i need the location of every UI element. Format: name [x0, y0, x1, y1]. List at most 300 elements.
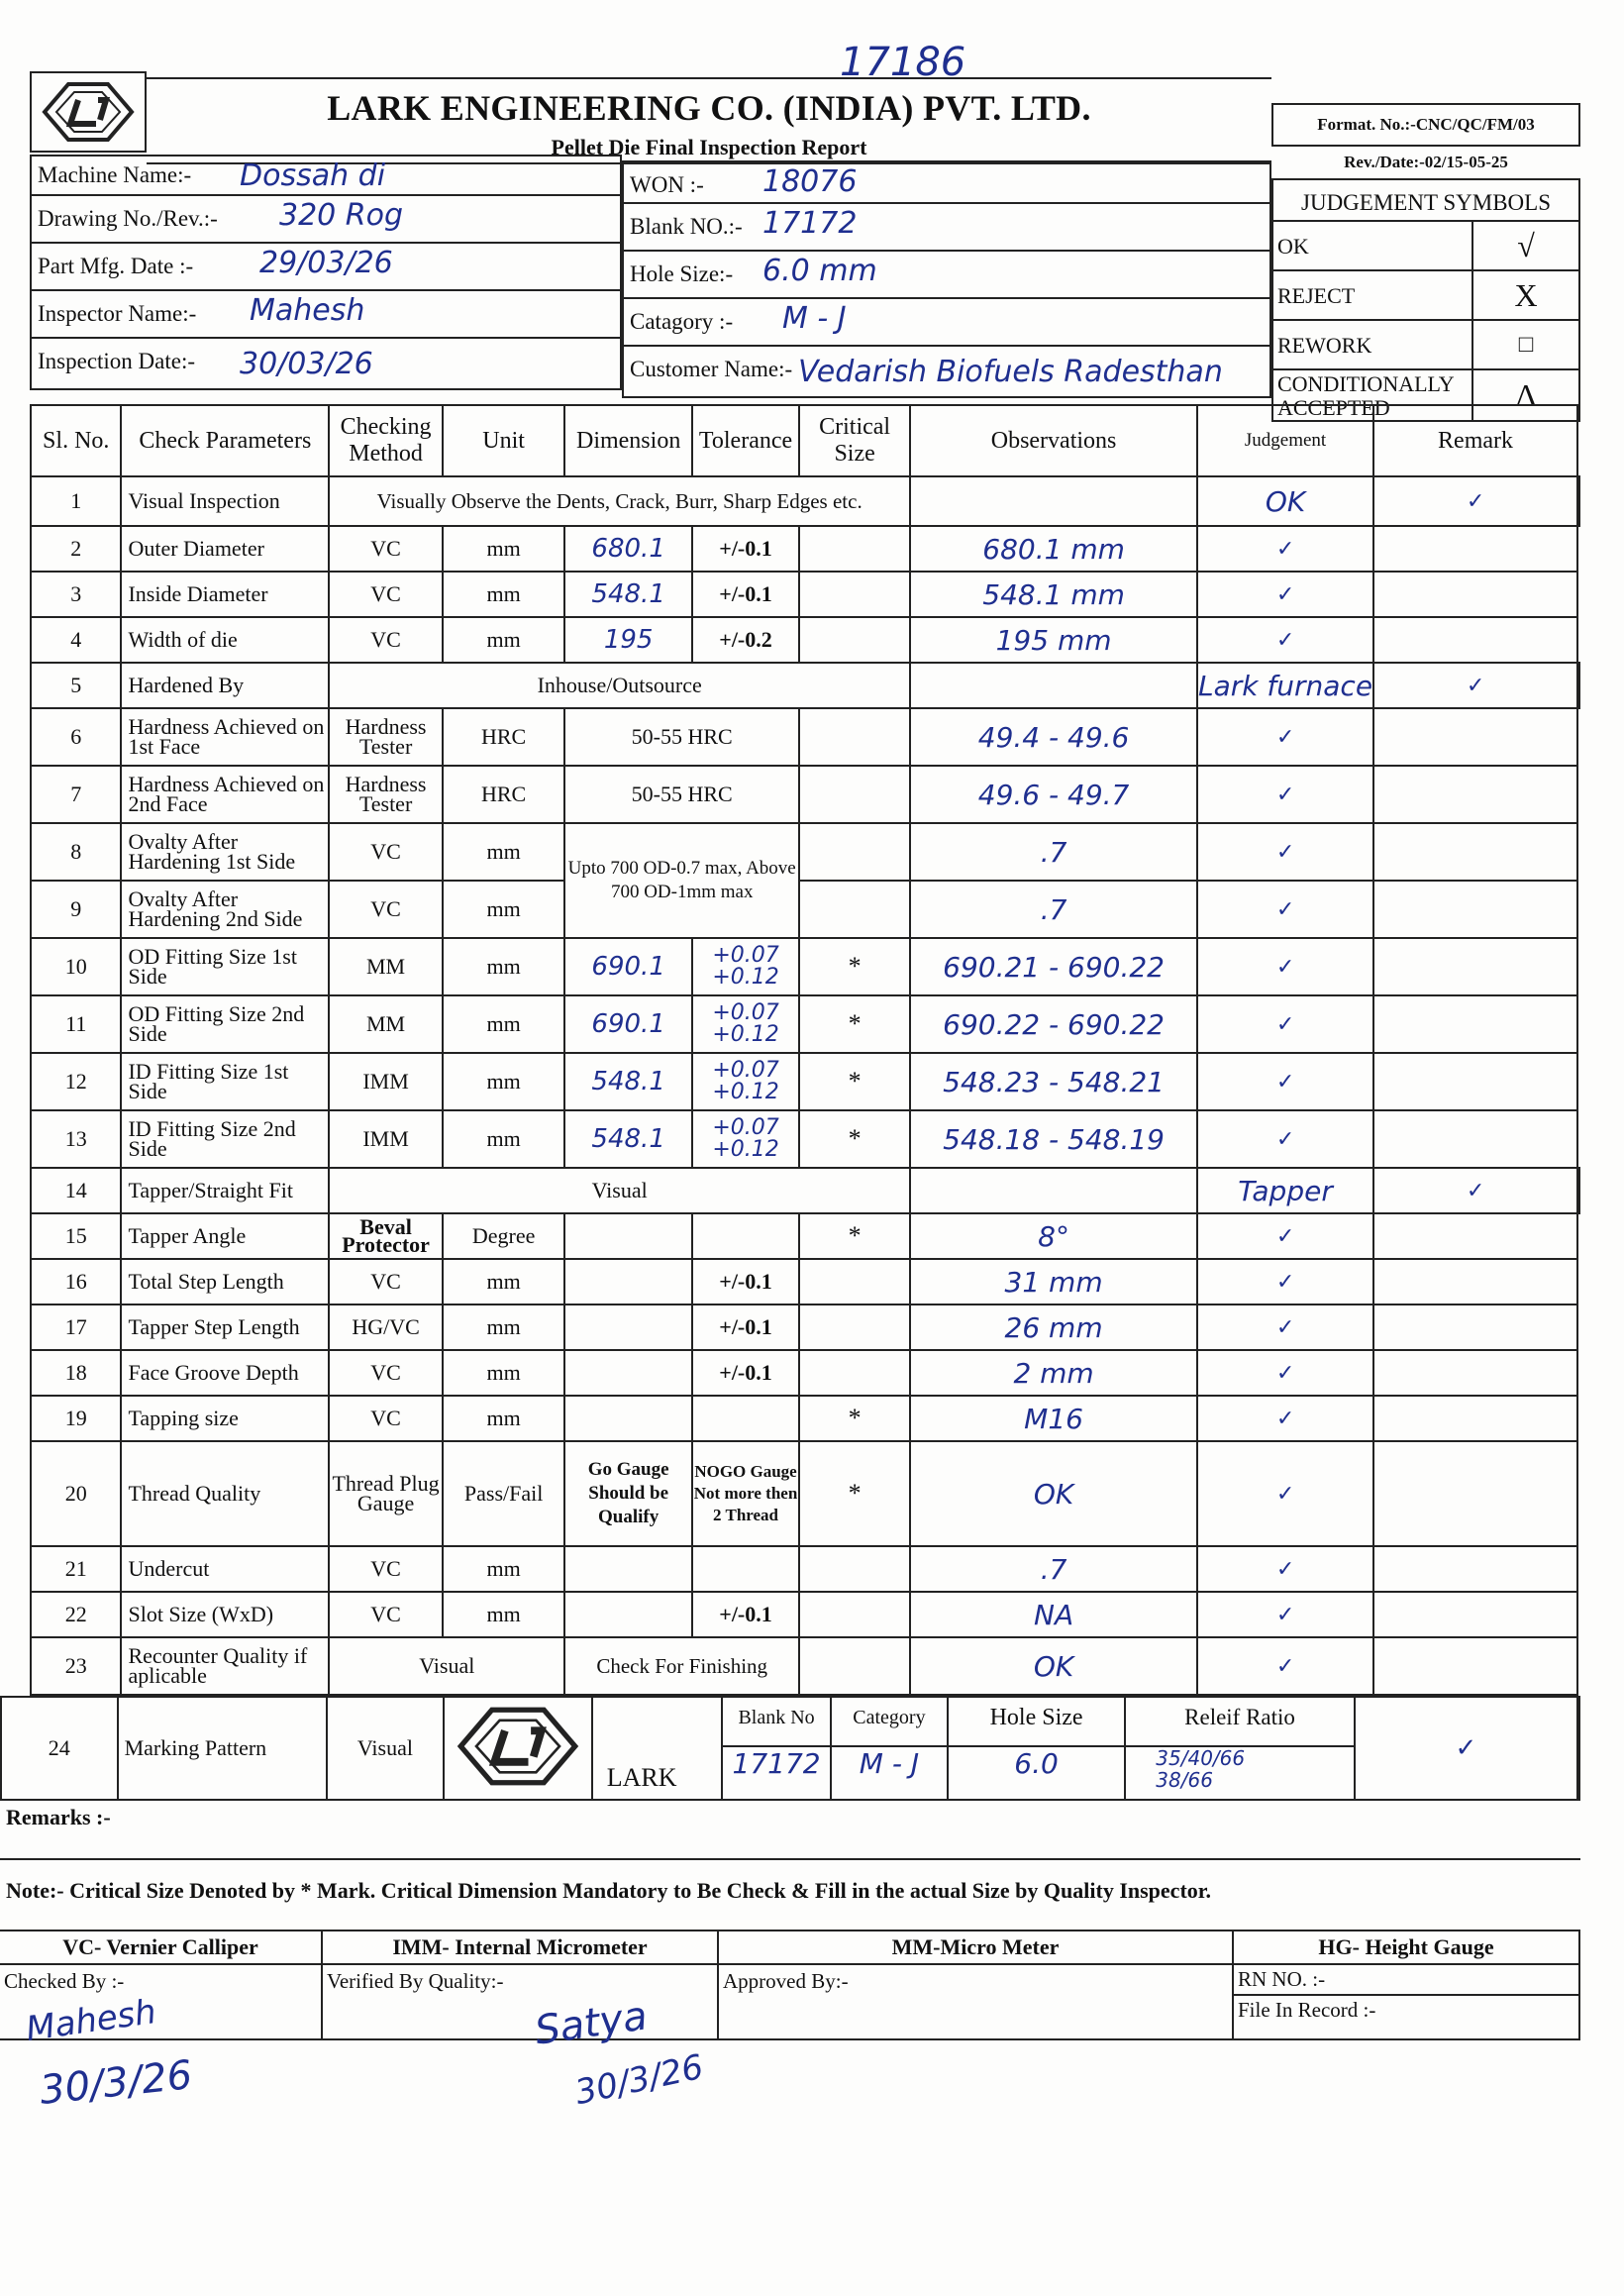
- row-checking-method: HG/VC: [329, 1305, 443, 1350]
- row-dimension: 680.1: [564, 526, 692, 572]
- row-tolerance: +/-0.1: [692, 572, 799, 617]
- row-observation: 548.1 mm: [910, 572, 1197, 617]
- col-judgement: Judgement: [1197, 405, 1373, 476]
- report-title: Pellet Die Final Inspection Report: [551, 135, 867, 159]
- row-observation: 26 mm: [910, 1305, 1197, 1350]
- table-row: [31, 938, 1579, 995]
- row-check-parameter: OD Fitting Size 2nd Side: [121, 995, 329, 1053]
- row-check-parameter: Total Step Length: [121, 1259, 329, 1305]
- row-remark: [1373, 1053, 1577, 1110]
- row-check-parameter: Ovalty After Hardening 1st Side: [121, 823, 329, 881]
- category-field: Catagory :- M - J: [622, 299, 1271, 347]
- row-sl-no: 14: [31, 1168, 121, 1213]
- judgement-rework: REWORK □: [1271, 321, 1580, 370]
- row-critical-size: [799, 526, 910, 572]
- part-mfg-date-field: Part Mfg. Date :- 29/03/26: [30, 244, 622, 291]
- row-observation: 8°: [910, 1213, 1197, 1259]
- row-tolerance: +0.07 +0.12: [692, 1110, 799, 1168]
- col-critical-size: Critical Size: [799, 405, 910, 476]
- table-header-row: [31, 405, 1579, 476]
- row-tolerance: NOGO Gauge Not more then 2 Thread: [692, 1441, 799, 1546]
- row-checking-method: IMM: [329, 1110, 443, 1168]
- approved-by-label: Approved By:-: [723, 1969, 849, 1993]
- row-observation: 690.21 - 690.22: [910, 938, 1197, 995]
- checked-by-date: 30/3/26: [38, 2052, 195, 2114]
- table-row: [31, 995, 1579, 1053]
- row-unit: mm: [443, 938, 564, 995]
- row-critical-size: *: [799, 1053, 910, 1110]
- row-dimension: [564, 1396, 692, 1441]
- marking-remark: [1577, 1697, 1579, 1800]
- marking-lark-text: LARK: [606, 1763, 677, 1792]
- header-mid-fields: [622, 160, 1271, 398]
- row-remark: [1373, 526, 1577, 572]
- row-judgement: ✓: [1197, 526, 1373, 572]
- row-checking-method: VC: [329, 1546, 443, 1592]
- col-checking-method: Checking Method: [329, 405, 443, 476]
- row-judgement: ✓: [1197, 823, 1373, 881]
- marking-blank-value: 17172: [732, 1747, 821, 1780]
- row-observation: OK: [910, 1637, 1197, 1695]
- row-critical-size: [799, 823, 910, 881]
- row-critical-size: [799, 1546, 910, 1592]
- row-dimension: [564, 1350, 692, 1396]
- row-unit: mm: [443, 1350, 564, 1396]
- col-dimension: Dimension: [564, 405, 692, 476]
- row-remark: [1373, 1592, 1577, 1637]
- table-row: [31, 572, 1579, 617]
- marking-sl: 24: [1, 1697, 118, 1800]
- row-unit: mm: [443, 1305, 564, 1350]
- row-check-parameter: Face Groove Depth: [121, 1350, 329, 1396]
- row-remark: [1373, 766, 1577, 823]
- machine-name-field: Machine Name:- Dossah di: [30, 155, 622, 196]
- row-dimension: 548.1: [564, 1110, 692, 1168]
- judgement-reject: REJECT X: [1271, 271, 1580, 321]
- row-tolerance: +/-0.1: [692, 526, 799, 572]
- row-sl-no: 11: [31, 995, 121, 1053]
- row-tolerance: +/-0.1: [692, 1259, 799, 1305]
- title-block: [147, 77, 1271, 164]
- row-sl-no: 16: [31, 1259, 121, 1305]
- row-dimension: 548.1: [564, 1053, 692, 1110]
- row-checking-method: Thread Plug Gauge: [329, 1441, 443, 1546]
- note-section: [0, 1860, 1580, 1931]
- row-judgement: ✓: [1197, 1350, 1373, 1396]
- marking-category-value: M - J: [859, 1747, 920, 1780]
- row-judgement: ✓: [1197, 1592, 1373, 1637]
- table-row: [31, 1305, 1579, 1350]
- row-check-parameter: ID Fitting Size 1st Side: [121, 1053, 329, 1110]
- row-check-parameter: Thread Quality: [121, 1441, 329, 1546]
- row-judgement: ✓: [1197, 1259, 1373, 1305]
- row-checking-method: VC: [329, 572, 443, 617]
- marking-relief-header: Releif Ratio: [1126, 1698, 1354, 1747]
- row-unit: mm: [443, 526, 564, 572]
- row-critical-size: [910, 1168, 1197, 1213]
- row-judgement: ✓: [1197, 1396, 1373, 1441]
- col-remark: Remark: [1373, 405, 1577, 476]
- reject-x-icon: X: [1472, 271, 1578, 319]
- row-checking-method: VC: [329, 526, 443, 572]
- company-name: LARK ENGINEERING CO. (INDIA) PVT. LTD.: [327, 88, 1091, 128]
- row-critical-size: [799, 1305, 910, 1350]
- row-unit: Degree: [443, 1213, 564, 1259]
- row-checking-method: VC: [329, 1396, 443, 1441]
- row-critical-size: *: [799, 938, 910, 995]
- col-tolerance: Tolerance: [692, 405, 799, 476]
- row-critical-size: [799, 1259, 910, 1305]
- marking-blank-cell: [722, 1697, 831, 1800]
- row-unit: mm: [443, 1053, 564, 1110]
- row-sl-no: 18: [31, 1350, 121, 1396]
- marking-judgement: ✓: [1355, 1697, 1577, 1800]
- row-critical-size: [799, 766, 910, 823]
- row-critical-size: [799, 617, 910, 663]
- row-critical-size: [799, 881, 910, 938]
- row-remark: [1373, 881, 1577, 938]
- row-unit: Pass/Fail: [443, 1441, 564, 1546]
- row-tolerance: +/-0.1: [692, 1305, 799, 1350]
- row-critical-size: *: [799, 1396, 910, 1441]
- row-method-span: Visual: [329, 1168, 910, 1213]
- marking-relief-value-1: 35/40/66: [1156, 1746, 1246, 1770]
- row-judgement: ✓: [1197, 1213, 1373, 1259]
- row-tolerance: +0.07 +0.12: [692, 1053, 799, 1110]
- judgement-symbols-title: JUDGEMENT SYMBOLS: [1271, 178, 1580, 222]
- footer-signatures: [0, 1931, 1580, 2040]
- row-remark: [1373, 617, 1577, 663]
- row-observation: 548.18 - 548.19: [910, 1110, 1197, 1168]
- row-remark: [1373, 1637, 1577, 1695]
- record-block: [1234, 1931, 1580, 2040]
- marking-blank-header: Blank No: [723, 1698, 830, 1747]
- table-row: [31, 1637, 1579, 1695]
- row-sl-no: 3: [31, 572, 121, 617]
- row-dimension: [564, 1546, 692, 1592]
- row-observation: 31 mm: [910, 1259, 1197, 1305]
- row-checking-method: Hardness Tester: [329, 708, 443, 766]
- marking-method: Visual: [327, 1697, 444, 1800]
- row-remark: [1373, 995, 1577, 1053]
- row-unit: mm: [443, 823, 564, 881]
- row-check-parameter: Ovalty After Hardening 2nd Side: [121, 881, 329, 938]
- row-observation: 680.1 mm: [910, 526, 1197, 572]
- marking-relief-cell: [1125, 1697, 1355, 1800]
- row-dimension: 548.1: [564, 572, 692, 617]
- marking-hole-size-header: Hole Size: [949, 1698, 1124, 1747]
- marking-row: [1, 1697, 1579, 1800]
- table-row: [31, 1350, 1579, 1396]
- mm-legend: MM-Micro Meter: [719, 1931, 1232, 1965]
- row-check-parameter: Undercut: [121, 1546, 329, 1592]
- verified-by-signature: Satya: [532, 1993, 651, 2054]
- row-checking-method: VC: [329, 1350, 443, 1396]
- row-check-parameter: Inside Diameter: [121, 572, 329, 617]
- hole-size-field: Hole Size:- 6.0 mm: [622, 252, 1271, 299]
- row-sl-no: 15: [31, 1213, 121, 1259]
- row-unit: mm: [443, 1396, 564, 1441]
- judgement-symbols-box: [1271, 178, 1580, 422]
- row-method-span: Inhouse/Outsource: [329, 663, 910, 708]
- row-check-parameter: Hardened By: [121, 663, 329, 708]
- row-sl-no: 22: [31, 1592, 121, 1637]
- row-check-parameter: Tapper Step Length: [121, 1305, 329, 1350]
- row-judgement: ✓: [1197, 1441, 1373, 1546]
- row-observation: 690.22 - 690.22: [910, 995, 1197, 1053]
- table-row: [31, 1110, 1579, 1168]
- row-tolerance: [692, 1396, 799, 1441]
- row-check-parameter: Visual Inspection: [121, 476, 329, 526]
- row-checking-method: VC: [329, 823, 443, 881]
- table-row: [31, 1441, 1579, 1546]
- row-sl-no: 4: [31, 617, 121, 663]
- judgement-conditional: CONDITIONALLY ACCEPTED Δ: [1271, 370, 1580, 422]
- row-tolerance: +/-0.1: [692, 1592, 799, 1637]
- table-row: [31, 823, 1579, 881]
- table-row: [31, 1168, 1579, 1213]
- conditional-triangle-icon: Δ: [1472, 370, 1578, 420]
- row-check-parameter: OD Fitting Size 1st Side: [121, 938, 329, 995]
- row-judgement: ✓: [1373, 476, 1577, 526]
- table-row: [31, 476, 1579, 526]
- row-dimension: Go Gauge Should be Qualify: [564, 1441, 692, 1546]
- rework-square-icon: □: [1472, 321, 1578, 368]
- table-row: [31, 617, 1579, 663]
- row-sl-no: 1: [31, 476, 121, 526]
- row-critical-size: *: [799, 1441, 910, 1546]
- row-sl-no: 12: [31, 1053, 121, 1110]
- row-sl-no: 20: [31, 1441, 121, 1546]
- row-remark: [1373, 1213, 1577, 1259]
- table-row: [31, 766, 1579, 823]
- row-observation: OK: [1197, 476, 1373, 526]
- hg-legend: HG- Height Gauge: [1234, 1931, 1578, 1965]
- row-dimension: 690.1: [564, 995, 692, 1053]
- row-sl-no: 2: [31, 526, 121, 572]
- table-row: [31, 663, 1579, 708]
- row-judgement: ✓: [1197, 1546, 1373, 1592]
- row-dimension: [564, 1213, 692, 1259]
- row-observation: .7: [910, 823, 1197, 881]
- row-checking-method: Visual: [329, 1637, 564, 1695]
- vc-legend: VC- Vernier Calliper: [0, 1931, 321, 1965]
- company-logo: [30, 71, 147, 153]
- verified-by-label: Verified By Quality:-: [327, 1969, 504, 1993]
- row-judgement: ✓: [1197, 938, 1373, 995]
- row-critical-size: *: [799, 1213, 910, 1259]
- row-remark: [1577, 476, 1579, 526]
- checked-by-signature: Mahesh: [23, 1992, 159, 2049]
- marking-category-cell: [831, 1697, 948, 1800]
- lark-logo-icon: [41, 80, 136, 144]
- imm-legend: IMM- Internal Micrometer: [323, 1931, 717, 1965]
- row-observation: 548.23 - 548.21: [910, 1053, 1197, 1110]
- row-observation: 49.4 - 49.6: [910, 708, 1197, 766]
- row-critical-size: *: [799, 1110, 910, 1168]
- row-sl-no: 23: [31, 1637, 121, 1695]
- col-unit: Unit: [443, 405, 564, 476]
- row-spec: 50-55 HRC: [564, 708, 799, 766]
- row-unit: mm: [443, 617, 564, 663]
- row-check-parameter: Width of die: [121, 617, 329, 663]
- row-checking-method: MM: [329, 995, 443, 1053]
- marking-param: Marking Pattern: [118, 1697, 327, 1800]
- row-check-parameter: Tapper Angle: [121, 1213, 329, 1259]
- row-judgement: ✓: [1197, 1053, 1373, 1110]
- rn-no-label: RN NO. :-: [1234, 1965, 1578, 1996]
- customer-name-field: Customer Name:- Vedarish Biofuels Radesthan: [622, 347, 1271, 398]
- row-dimension: [564, 1592, 692, 1637]
- row-critical-size: [799, 708, 910, 766]
- row-unit: mm: [443, 1110, 564, 1168]
- row-observation: NA: [910, 1592, 1197, 1637]
- verified-by-date: 30/3/26: [571, 2046, 707, 2114]
- row-spec: Upto 700 OD-0.7 max, Above 700 OD-1mm max: [564, 823, 799, 938]
- row-remark: [1373, 708, 1577, 766]
- row-judgement: ✓: [1197, 881, 1373, 938]
- row-critical-size: [799, 572, 910, 617]
- header-left-fields: [30, 155, 622, 390]
- row-sl-no: 7: [31, 766, 121, 823]
- table-row: [31, 1396, 1579, 1441]
- row-remark: [1373, 1259, 1577, 1305]
- table-row: [31, 881, 1579, 938]
- note-text: Note:- Critical Size Denoted by * Mark. Critical Dimension Mandatory to Be Check & Fill in the actual Size by Quality Inspector.: [6, 1878, 1212, 1903]
- drawing-number-field: Drawing No./Rev.:- 320 Rog: [30, 196, 622, 244]
- table-row: [31, 1053, 1579, 1110]
- row-observation: Tapper: [1197, 1168, 1373, 1213]
- row-unit: HRC: [443, 708, 564, 766]
- inspector-name-field: Inspector Name:- Mahesh: [30, 291, 622, 339]
- row-check-parameter: ID Fitting Size 2nd Side: [121, 1110, 329, 1168]
- row-spec: 50-55 HRC: [564, 766, 799, 823]
- row-judgement: ✓: [1197, 766, 1373, 823]
- row-checking-method: VC: [329, 881, 443, 938]
- inspection-table: [30, 404, 1580, 1696]
- row-observation: .7: [910, 1546, 1197, 1592]
- format-number: Format. No.:-CNC/QC/FM/03: [1271, 103, 1580, 147]
- row-method-span: Visually Observe the Dents, Crack, Burr, Sharp Edges etc.: [329, 476, 910, 526]
- row-sl-no: 9: [31, 881, 121, 938]
- marking-lark-cell: [592, 1697, 722, 1800]
- row-sl-no: 21: [31, 1546, 121, 1592]
- lark-logo-icon: [454, 1705, 582, 1788]
- row-unit: mm: [443, 881, 564, 938]
- row-observation: 2 mm: [910, 1350, 1197, 1396]
- row-checking-method: MM: [329, 938, 443, 995]
- row-critical-size: [799, 1592, 910, 1637]
- checked-by-label: Checked By :-: [4, 1969, 125, 1993]
- row-sl-no: 17: [31, 1305, 121, 1350]
- row-dimension: [564, 1259, 692, 1305]
- table-row: [31, 526, 1579, 572]
- row-critical-size: [799, 1350, 910, 1396]
- row-sl-no: 8: [31, 823, 121, 881]
- row-checking-method: VC: [329, 617, 443, 663]
- row-judgement: ✓: [1197, 1305, 1373, 1350]
- row-remark: [1373, 1441, 1577, 1546]
- row-judgement: ✓: [1373, 663, 1577, 708]
- row-check-parameter: Hardness Achieved on 1st Face: [121, 708, 329, 766]
- row-checking-method: VC: [329, 1592, 443, 1637]
- verified-by-block: [323, 1931, 719, 2040]
- row-judgement: ✓: [1373, 1168, 1577, 1213]
- marking-hole-size-cell: [948, 1697, 1125, 1800]
- file-in-record-label: File In Record :-: [1238, 1998, 1376, 2022]
- approved-by-block: [719, 1931, 1234, 2040]
- row-judgement: ✓: [1197, 1637, 1373, 1695]
- row-critical-size: [910, 476, 1197, 526]
- col-check-parameters: Check Parameters: [121, 405, 329, 476]
- row-observation: Lark furnace: [1197, 663, 1373, 708]
- row-checking-method: VC: [329, 1259, 443, 1305]
- row-remark: [1373, 823, 1577, 881]
- row-observation: M16: [910, 1396, 1197, 1441]
- row-judgement: ✓: [1197, 617, 1373, 663]
- judgement-ok: OK √: [1271, 222, 1580, 271]
- inspection-rows: [31, 476, 1579, 1695]
- row-remark: [1577, 1168, 1579, 1213]
- row-check-parameter: Hardness Achieved on 2nd Face: [121, 766, 329, 823]
- row-judgement: ✓: [1197, 995, 1373, 1053]
- row-checking-method: Hardness Tester: [329, 766, 443, 823]
- row-dimension: 690.1: [564, 938, 692, 995]
- row-tolerance: +/-0.1: [692, 1350, 799, 1396]
- row-dimension: [564, 1305, 692, 1350]
- row-remark: [1373, 1546, 1577, 1592]
- row-observation: 195 mm: [910, 617, 1197, 663]
- marking-relief-value-2: 38/66: [1156, 1768, 1213, 1792]
- remarks-section: [0, 1799, 1580, 1860]
- row-observation: 49.6 - 49.7: [910, 766, 1197, 823]
- row-dimension: 195: [564, 617, 692, 663]
- row-unit: mm: [443, 1592, 564, 1637]
- table-row: [31, 708, 1579, 766]
- row-critical-size: *: [799, 995, 910, 1053]
- row-tolerance: [692, 1213, 799, 1259]
- col-sl-no: Sl. No.: [31, 405, 121, 476]
- row-spec: Check For Finishing: [564, 1637, 799, 1695]
- row-sl-no: 6: [31, 708, 121, 766]
- row-sl-no: 19: [31, 1396, 121, 1441]
- row-unit: HRC: [443, 766, 564, 823]
- table-row: [31, 1592, 1579, 1637]
- row-critical-size: [799, 1637, 910, 1695]
- row-remark: [1373, 1305, 1577, 1350]
- row-judgement: ✓: [1197, 708, 1373, 766]
- marking-hole-size-value: 6.0: [1014, 1747, 1059, 1780]
- row-observation: OK: [910, 1441, 1197, 1546]
- row-sl-no: 10: [31, 938, 121, 995]
- row-check-parameter: Outer Diameter: [121, 526, 329, 572]
- table-row: [31, 1259, 1579, 1305]
- row-checking-method: Beval Protector: [329, 1213, 443, 1259]
- row-tolerance: +0.07 +0.12: [692, 938, 799, 995]
- row-critical-size: [910, 663, 1197, 708]
- row-remark: [1373, 1350, 1577, 1396]
- marking-pattern-table: [0, 1696, 1580, 1801]
- row-remark: [1373, 938, 1577, 995]
- row-remark: [1577, 663, 1579, 708]
- col-observations: Observations: [910, 405, 1197, 476]
- row-tolerance: [692, 1546, 799, 1592]
- revision-date: Rev./Date:-02/15-05-25: [1344, 153, 1508, 171]
- row-tolerance: +/-0.2: [692, 617, 799, 663]
- ok-checkmark-icon: √: [1472, 222, 1578, 269]
- remarks-label: Remarks :-: [6, 1805, 111, 1829]
- won-field: WON :- 18076: [622, 160, 1271, 204]
